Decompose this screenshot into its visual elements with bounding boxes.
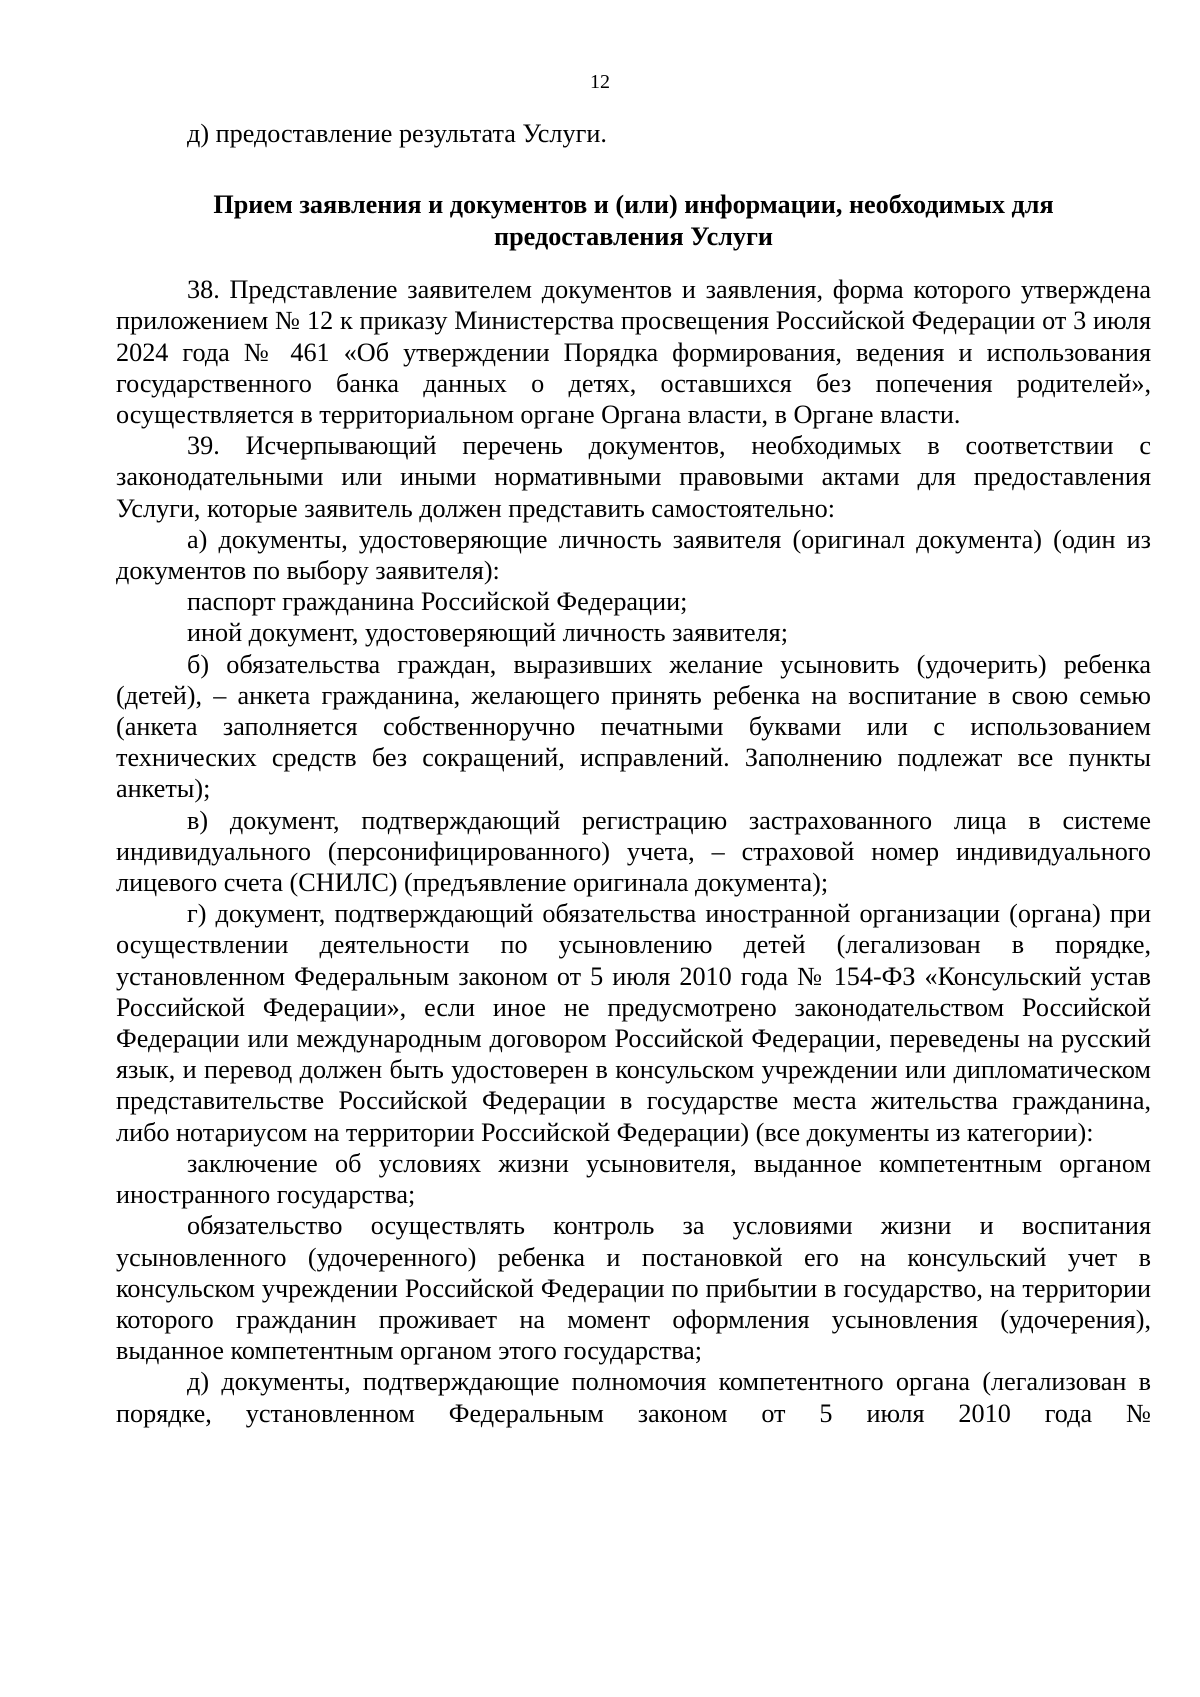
intro-line: д) предоставление результата Услуги. [187,119,607,148]
item-a-identity-documents: а) документы, удостоверяющие личность заявителя (оригинал документа) (один из документов по выбору заявителя): [116,524,1151,586]
document-body [116,118,1151,1429]
item-v-snils: в) документ, подтверждающий регистрацию застрахованного лица в системе индивидуального (персонифицированного) учета, – страховой номер индивидуального лицевого счета (СНИЛС) (предъявление оригинала документа); [116,805,1151,898]
item-d-authority-documents: д) документы, подтверждающие полномочия компетентного органа (легализован в порядке, установленном Федеральным законом от 5 июля 2010 года № [116,1367,1151,1428]
item-g-foreign-organization: г) документ, подтверждающий обязательства иностранной организации (органа) при осуществлении деятельности по усыновлению детей (легализован в порядке, установленном Федеральным законом от 5 июля 2010 года № 154-ФЗ «Консульский устав Российской Федерации», если иное не предусмотрено законодательством Российской Федерации или международным договором Российской Федерации, переведены на русский язык, и перевод должен быть удостоверен в консульском учреждении или дипломатическом представительстве Российской Федерации в государстве места жительства гражданина, либо нотариусом на территории Российской Федерации) (все документы из категории): [116,899,1151,1147]
subitem-passport: паспорт гражданина Российской Федерации; [187,587,688,617]
subitem-other-identity-document: иной документ, удостоверяющий личность заявителя; [187,618,789,648]
subitem-living-conditions: заключение об условиях жизни усыновителя, выданное компетентным органом иностранного государства; [116,1148,1151,1210]
paragraph-39: 39. Исчерпывающий перечень документов, необходимых в соответствии с законодательными или иными нормативными правовыми актами для предоставления Услуги, которые заявитель должен представить самостоятельно: [116,431,1151,523]
item-b-obligations: б) обязательства граждан, выразивших желание усыновить (удочерить) ребенка (детей), – анкета гражданина, желающего принять ребенка на воспитание в свою семью (анкета заполняется собственноручно печатными буквами или с использованием технических средств без сокращений, исправлений. Заполнению подлежат все пункты анкеты); [116,649,1151,804]
subitem-control-obligation: обязательство осуществлять контроль за условиями жизни и воспитания усыновленного (удочеренного) ребенка и постановкой его на консульский учет в консульском учреждении Российской Федерации по прибытии в государство, на территории которого гражданин проживает на момент оформления усыновления (удочерения), выданное компетентным органом этого государства; [116,1211,1151,1366]
paragraph-38: 38. Представление заявителем документов и заявления, форма которого утверждена приложением № 12 к приказу Министерства просвещения Российской Федерации от 3 июля 2024 года № 461 «Об утверждении Порядка формирования, ведения и использования государственного банка данных о детях, оставшихся без попечения родителей», осуществляется в территориальном органе Органа власти, в Органе власти. [116,275,1151,430]
section-heading: Прием заявления и документов и (или) информации, необходимых для предоставления Услуги [213,190,1054,251]
page-number: 12 [590,71,610,93]
